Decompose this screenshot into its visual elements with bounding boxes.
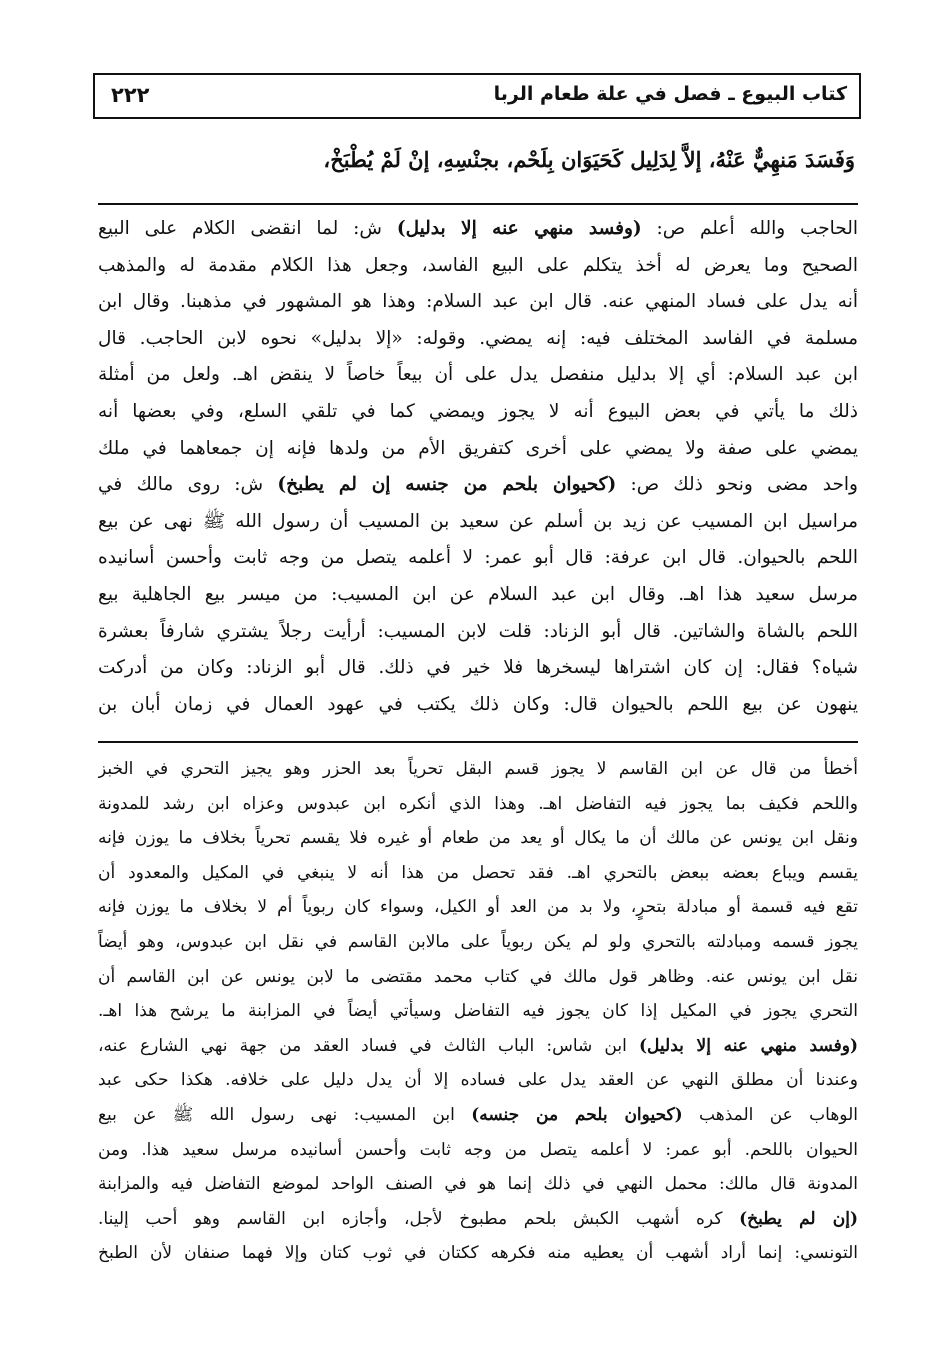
commentary-line (98, 284, 858, 321)
footnote-line (98, 960, 858, 995)
text-segment: أخطأ من قال عن ابن القاسم لا يجوز قسم البقل تحرياً بعد الحزر وهو يجيز التحري في الخبز (98, 759, 858, 779)
footnote-line (98, 856, 858, 891)
commentary-line (98, 394, 858, 431)
commentary-line (98, 431, 858, 468)
footnote-line (98, 994, 858, 1029)
bold-keyword: (كحيوان بلحم من جنسه إن لم يطبخ) (277, 474, 617, 496)
footnote-divider (98, 741, 858, 743)
text-segment: شياه؟ فقال: إن كان اشتراها ليسخرها فلا خير في ذلك. قال أبو الزناد: وكان من أدركت (98, 657, 858, 679)
text-segment: ذلك ما يأتي في بعض البيوع أنه لا يجوز ويمضي كما في تلقي السلع، وفي بعضها أنه (98, 400, 858, 422)
text-segment: أنه يدل على فساد المنهي عنه. قال ابن عبد السلام: وهذا هو المشهور في مذهبنا. وقال ابن (98, 291, 858, 313)
text-segment: ابن عبد السلام: أي إلا بدليل منفصل يدل على أن بيعاً خاصاً لا ينقض اهـ. ولعل من أمثلة (98, 364, 858, 386)
footnote-line (98, 1063, 858, 1098)
commentary-line (98, 577, 858, 614)
text-segment: مرسل سعيد هذا اهـ. وقال ابن عبد السلام عن ابن المسيب: من ميسر بيع الجاهلية بيع (98, 583, 858, 605)
matn-divider (98, 203, 858, 205)
bold-keyword: (وفسد منهي عنه إلا بدليل) (396, 218, 642, 239)
text-segment: التونسي: إنما أراد أشهب أن يعطيه منه فكرهه ككتان في ثوب كتان وإلا فهما صنفان لأن الطبخ (98, 1243, 858, 1264)
footnote-line (98, 787, 858, 822)
text-segment: ش: روى مالك في (98, 474, 278, 496)
text-segment: الحاجب والله أعلم ص: (641, 218, 858, 239)
footnote-line (98, 1133, 858, 1168)
text-segment: كره أشهب الكبش بلحم مطبوخ لأجل، وأجازه ابن القاسم وهو أحب إلينا. (98, 1208, 740, 1229)
commentary-line (98, 614, 858, 651)
footnote-line (98, 1202, 858, 1237)
running-header (93, 73, 861, 119)
text-segment: ابن شاس: الباب الثالث في فساد العقد من جهة نهي الشارع عنه، (98, 1035, 639, 1056)
commentary-line (98, 540, 858, 577)
text-segment: اللحم بالحيوان. قال ابن عرفة: قال أبو عمر: لا أعلمه يتصل من وجه ثابت وأحسن أسانيده (98, 547, 858, 569)
text-segment: الوهاب عن المذهب (682, 1104, 858, 1125)
commentary-line (98, 357, 858, 394)
text-segment: يجوز قسمه ومبادلته بالتحري ولو لم يكن ربوياً على مالابن القاسم في نقل ابن عبدوس، وهو أيضاً (98, 931, 858, 952)
footnotes-text (98, 752, 858, 1271)
bold-keyword: (وفسد منهي عنه إلا بدليل) (638, 1035, 858, 1056)
text-segment: ابن المسيب: نهى رسول الله ﷺ عن بيع (98, 1104, 472, 1125)
text-segment: يمضي على صفة ولا يمضي على أخرى كتفريق الأم من ولدها فإنه إن جمعاهما في ملك (98, 437, 858, 459)
text-segment: الحيوان باللحم. أبو عمر: لا أعلمه يتصل من وجه ثابت وأحسن أسانيده مرسل سعيد هذا. ومن (98, 1139, 858, 1160)
footnote-line (98, 890, 858, 925)
commentary-line (98, 650, 858, 687)
text-segment: مراسيل ابن المسيب عن زيد بن أسلم عن سعيد بن المسيب أن رسول الله ﷺ نهى عن بيع (98, 510, 858, 532)
bold-keyword: (إن لم يطبخ) (739, 1208, 858, 1229)
chapter-title: كتاب البيوع ـ فصل في علة طعام الربا (493, 83, 847, 105)
commentary-line (98, 467, 858, 504)
text-segment: تقع فيه قسمة أو مبادلة بتحرٍ، ولا بد من العد أو الكيل، وسواء كان ربوياً أم لا بخلاف ما يوزن فإنه (98, 897, 858, 918)
commentary-line (98, 248, 858, 285)
footnote-line (98, 1029, 858, 1064)
text-segment: نقل ابن يونس عنه. وظاهر قول مالك في كتاب محمد مقتضى ما لابن يونس عن ابن القاسم أن (98, 966, 858, 987)
text-segment: مسلمة في الفاسد المختلف فيه: إنه يمضي. وقوله: «إلا بدليل» نحوه لابن الحاجب. قال (98, 327, 858, 349)
text-segment: واللحم فكيف بما يجوز فيه التفاضل اهـ. وهذا الذي أنكره ابن عبدوس وعزاه ابن رشد للمدونة (98, 793, 858, 814)
text-segment: ش: لما انقضى الكلام على البيع (98, 218, 397, 239)
footnote-line (98, 925, 858, 960)
commentary-line (98, 687, 858, 724)
text-segment: الصحيح وما يعرض له أخذ يتكلم على البيع الفاسد، وجعل هذا الكلام مقدمة له والمذهب (98, 254, 858, 276)
text-segment: وعندنا أن مطلق النهي عن العقد يدل على فساده إلا أن يدل دليل على خلافه. هكذا حكى عبد (98, 1070, 858, 1091)
matn-verse: وَفَسَدَ مَنهِيٌّ عَنْهُ، إلاَّ لِدَلِيل كَحَيَوَان بِلَحْم، بجنْسِهِ، إنْ لَمْ يُطْبَخْ، (323, 147, 855, 172)
footnote-line (98, 1236, 858, 1271)
text-segment: واحد مضى ونحو ذلك ص: (616, 474, 858, 496)
text-segment: اللحم بالشاة والشاتين. قال أبو الزناد: قلت لابن المسيب: أرأيت رجلاً يشتري شارفاً بعشرة (98, 620, 858, 642)
commentary-line (98, 211, 858, 248)
commentary-line (98, 504, 858, 541)
footnote-line (98, 1098, 858, 1133)
footnote-line (98, 752, 858, 787)
text-segment: المدونة قال مالك: محمل النهي في ذلك إنما هو في الصنف الواحد لموضع التفاضل فيه والمزابنة (98, 1174, 858, 1195)
commentary-line (98, 321, 858, 358)
text-segment: يقسم ويباع بعضه ببعض بالتحري اهـ. فقد تحصل من هذا أنه لا ينبغي في المكيل والمعدود أن (98, 862, 858, 883)
footnote-line (98, 821, 858, 856)
text-segment: ينهون عن بيع اللحم بالحيوان قال: وكان ذلك يكتب في عهود العمال في زمان أبان بن (98, 693, 858, 715)
page-number: ٢٢٢ (111, 83, 150, 107)
text-segment: التحري يجوز في المكيل إذا كان يجوز فيه التفاضل وسيأتي أيضاً في المزابنة ما يرشح هذا اهـ. (98, 1001, 858, 1022)
text-segment: ونقل ابن يونس عن مالك أن ما يكال أو يعد من طعام أو غيره فلا يقسم تحرياً بخلاف ما يوزن فإنه (98, 828, 858, 849)
bold-keyword: (كحيوان بلحم من جنسه) (471, 1104, 683, 1125)
commentary-text (98, 211, 858, 723)
footnote-line (98, 1167, 858, 1202)
